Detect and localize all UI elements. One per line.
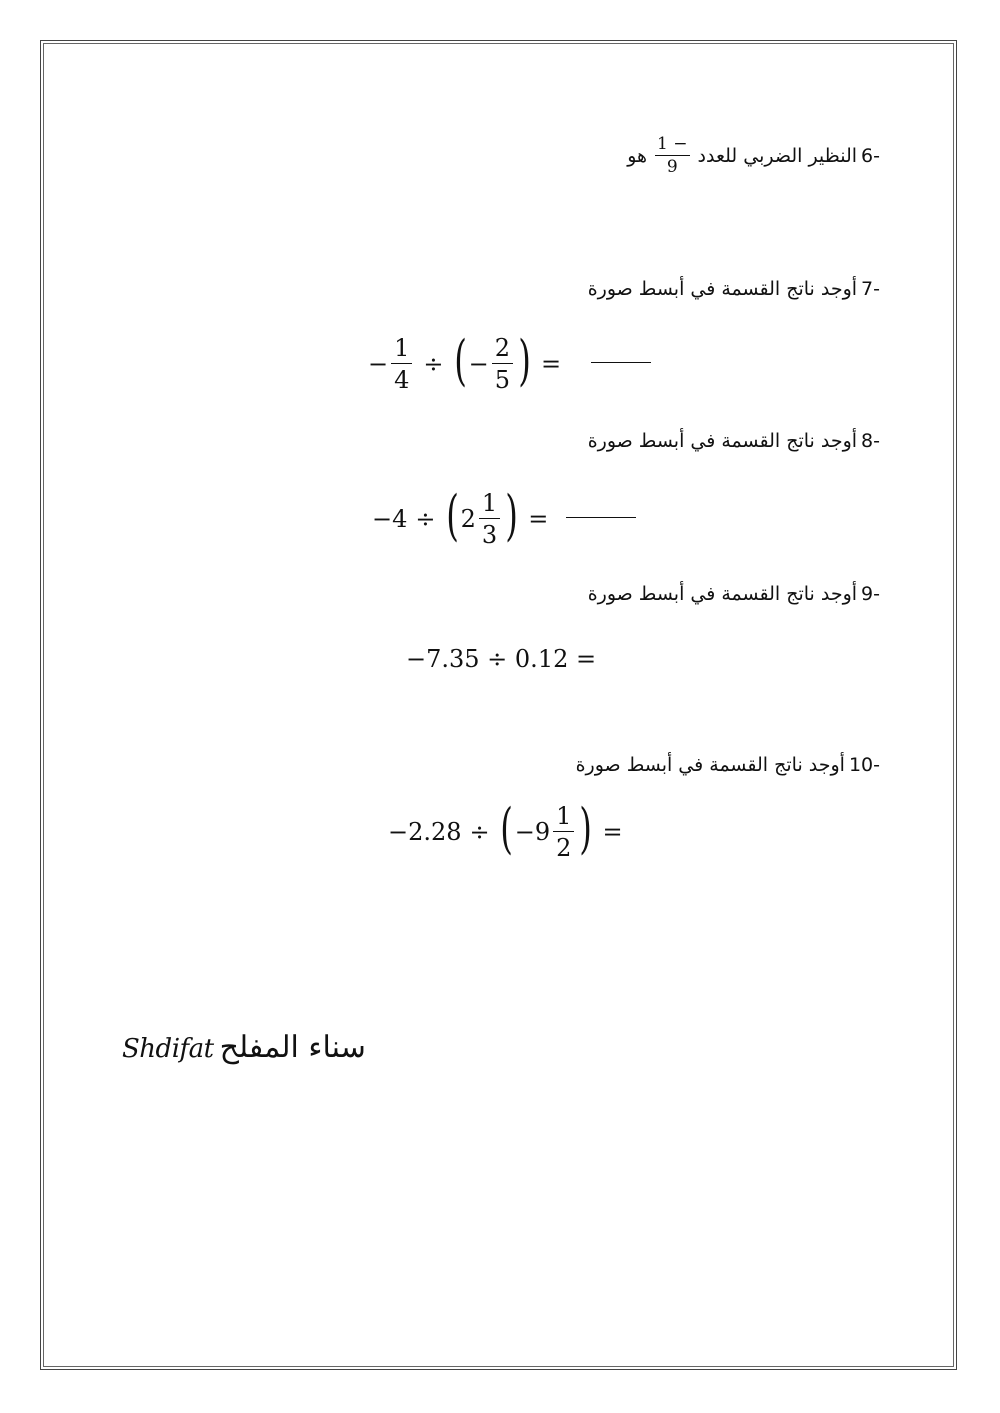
equals-sign: = bbox=[541, 350, 562, 378]
mixed-whole: 2 bbox=[460, 505, 476, 533]
question-text: أوجد ناتج القسمة في أبسط صورة bbox=[575, 754, 845, 776]
question-number: 8- bbox=[861, 430, 880, 452]
fraction-denominator: 4 bbox=[394, 366, 410, 394]
fraction-numerator: 1 bbox=[553, 804, 574, 832]
question-text: أوجد ناتج القسمة في أبسط صورة bbox=[587, 583, 858, 605]
close-paren: ) bbox=[505, 484, 519, 547]
question-number: 9- bbox=[861, 583, 880, 605]
answer-blank bbox=[566, 517, 636, 518]
close-paren: ) bbox=[518, 329, 531, 392]
question-number: 7- bbox=[861, 278, 880, 300]
fraction-two-fifths bbox=[492, 336, 513, 392]
question-10 bbox=[576, 754, 880, 776]
fraction-denominator: 9 bbox=[666, 157, 678, 177]
close-paren: ) bbox=[579, 797, 593, 860]
answer-blank bbox=[591, 362, 651, 363]
minus-sign: − bbox=[368, 350, 389, 378]
author-signature bbox=[122, 1030, 366, 1065]
minus-sign: − bbox=[468, 350, 489, 378]
equals-sign: = bbox=[602, 818, 623, 846]
equals-sign: = bbox=[528, 505, 549, 533]
fraction-denominator: 3 bbox=[481, 521, 498, 549]
mixed-whole: −9 bbox=[514, 818, 551, 846]
division-expression: −7.35 ÷ 0.12 = bbox=[406, 645, 597, 673]
expression-8 bbox=[372, 484, 636, 549]
fraction-numerator: − 1 bbox=[657, 134, 688, 154]
fraction-denominator: 2 bbox=[556, 834, 572, 862]
fraction-one-third bbox=[479, 491, 500, 547]
signature-latin: Shdifat bbox=[122, 1034, 214, 1064]
divide-sign: ÷ bbox=[423, 350, 444, 378]
question-text: النظير الضربي للعدد bbox=[697, 145, 858, 167]
dividend: −2.28 bbox=[388, 818, 462, 846]
fraction-one-fourth bbox=[391, 336, 412, 392]
open-paren: ( bbox=[499, 797, 513, 860]
fraction-numerator: 2 bbox=[492, 336, 513, 364]
question-8 bbox=[588, 430, 880, 452]
question-6 bbox=[627, 136, 880, 176]
expression-7 bbox=[368, 329, 651, 394]
fraction-numerator: 1 bbox=[391, 336, 412, 364]
expression-10 bbox=[388, 797, 631, 862]
divide-sign: ÷ bbox=[469, 818, 490, 846]
fraction-numerator: 1 bbox=[479, 491, 500, 519]
expression-9 bbox=[406, 645, 596, 673]
question-suffix: هو bbox=[627, 145, 648, 167]
dividend: −4 bbox=[372, 505, 408, 533]
question-number: 6- bbox=[861, 145, 880, 167]
reciprocal-fraction bbox=[655, 136, 689, 176]
page-border bbox=[40, 40, 957, 1370]
fraction-denominator: 5 bbox=[494, 366, 510, 394]
question-number: 10- bbox=[848, 754, 880, 776]
open-paren: ( bbox=[445, 484, 459, 547]
fraction-one-half bbox=[553, 804, 574, 860]
divide-sign: ÷ bbox=[415, 505, 436, 533]
question-9 bbox=[588, 583, 880, 605]
question-text: أوجد ناتج القسمة في أبسط صورة bbox=[587, 278, 858, 300]
question-text: أوجد ناتج القسمة في أبسط صورة bbox=[587, 430, 858, 452]
signature-arabic: سناء المفلح bbox=[219, 1030, 366, 1065]
question-7 bbox=[588, 278, 880, 300]
open-paren: ( bbox=[453, 329, 467, 392]
